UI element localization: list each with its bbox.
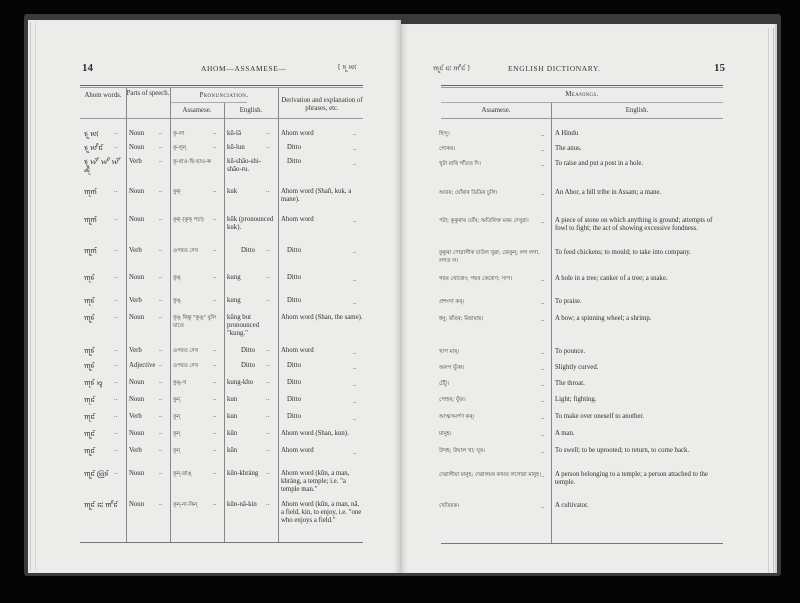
- english-meaning: A Hindu: [555, 130, 579, 137]
- leader-dots: ..: [266, 143, 270, 150]
- english-pronunciation: kūn-nā-kin: [227, 501, 257, 508]
- part-of-speech: Verb: [129, 447, 142, 454]
- leader-dots: ..: [114, 361, 118, 368]
- ahom-word: 𑜀𑜥𑜀𑜫: [84, 216, 97, 224]
- assamese-meaning: খুটা মাৰি গাঁতত দি।: [439, 161, 481, 167]
- leader-dots: ..: [266, 187, 270, 194]
- leader-dots: ..: [213, 469, 217, 476]
- leader-dots: ..: [541, 161, 545, 168]
- english-meaning: To raise and put a post in a hole.: [555, 160, 644, 167]
- derivation: Ditto: [287, 396, 301, 403]
- leader-dots: ..: [159, 395, 163, 402]
- leader-dots: ..: [541, 381, 545, 388]
- assamese-pronunciation: কূ-ছাও-ছি-ছাও-ৰু: [173, 159, 212, 165]
- derivation: Ditto: [287, 274, 301, 281]
- leader-dots: ..: [114, 143, 118, 150]
- header-english: English.: [239, 107, 263, 114]
- leader-dots: ..: [159, 246, 163, 253]
- assamese-pronunciation: কূন্: [173, 448, 180, 454]
- assamese-meaning: গছৰ খোৰোং; গছৰ কেৰোণ; সাপ।: [439, 276, 513, 282]
- header-rule-top: [80, 85, 363, 86]
- header-ahom-words: Ahom words.: [84, 92, 122, 99]
- derivation: Ditto: [287, 158, 301, 165]
- assamese-pronunciation: ওপৰত দেখ: [173, 248, 198, 254]
- leader-dots: ..: [353, 381, 357, 388]
- leader-dots: ..: [159, 469, 163, 476]
- leader-dots: ..: [213, 246, 217, 253]
- english-pronunciation: Ditto: [241, 247, 255, 254]
- assamese-pronunciation: কুঙ্: [173, 275, 181, 281]
- leader-dots: ..: [541, 431, 545, 438]
- right-page: [401, 24, 777, 573]
- part-of-speech: Noun: [129, 430, 145, 437]
- english-pronunciation: Ditto: [241, 362, 255, 369]
- english-pronunciation: kung: [227, 297, 241, 304]
- leader-dots: ..: [541, 146, 545, 153]
- col-divider: [126, 88, 127, 542]
- assamese-meaning: পোহৰ; যুঁজ।: [439, 397, 466, 403]
- page-number: 14: [82, 62, 93, 74]
- part-of-speech: Noun: [129, 314, 145, 321]
- header-rule-bottom: [441, 118, 723, 119]
- header-assamese: Assamese.: [182, 107, 212, 114]
- leader-dots: ..: [353, 160, 357, 167]
- english-pronunciation: kung: [227, 274, 241, 281]
- leader-dots: ..: [213, 273, 217, 280]
- assamese-meaning: খাপ মাৰ্।: [439, 349, 459, 355]
- leader-dots: ..: [541, 414, 545, 421]
- assamese-meaning: খেতিয়ক।: [439, 503, 460, 509]
- header-pronunciation: Pronunciation.: [199, 92, 249, 99]
- ahom-word: 𑜀𑜥𑜂𑜫: [84, 314, 95, 322]
- ahom-word: 𑜀𑜤𑜂𑜫: [84, 274, 95, 282]
- leader-dots: ..: [114, 273, 118, 280]
- english-meaning: The anus.: [555, 145, 582, 152]
- ahom-word: 𑜀𑜤𑜂𑜫: [84, 297, 95, 305]
- derivation: Ditto: [287, 247, 301, 254]
- english-pronunciation: kuk: [227, 188, 238, 195]
- leader-dots: ..: [541, 218, 545, 225]
- english-pronunciation: Ditto: [241, 347, 255, 354]
- english-meaning: To pounce.: [555, 348, 586, 355]
- leader-dots: ..: [266, 246, 270, 253]
- pronunciation-split-rule: [170, 102, 247, 103]
- ahom-word: 𑜀𑜥𑜃𑜫 𑜁𑜞𑜂𑜫: [84, 470, 109, 478]
- derivation: Ahom word: [281, 130, 314, 137]
- derivation: Ahom word (Shañ, kuk, a mane).: [281, 188, 352, 203]
- part-of-speech: Noun: [129, 130, 145, 137]
- derivation: Ahom word (kūn, a man, khráng, a temple; i.e. "a temple man.": [281, 470, 350, 493]
- leader-dots: ..: [541, 365, 545, 372]
- assamese-pronunciation: ওপৰত দেখ: [173, 363, 198, 369]
- assamese-meaning: দেৱালীয়া মানুহ; দেৱালয়ৰ কামত লগোৱা মানুহ।: [439, 472, 541, 478]
- leader-dots: ..: [213, 395, 217, 402]
- table-bottom-rule: [80, 542, 363, 543]
- part-of-speech: Adjective: [129, 362, 156, 369]
- assamese-pronunciation: কূন্-খ্ৰাঙ্: [173, 471, 192, 477]
- leader-dots: ..: [114, 296, 118, 303]
- english-meaning: A person belonging to a temple; a person attached to the temple.: [555, 471, 708, 486]
- leader-dots: ..: [541, 397, 545, 404]
- leader-dots: ..: [213, 361, 217, 368]
- assamese-pronunciation: ওপৰত দেখ: [173, 348, 198, 354]
- english-pronunciation: kūn: [227, 430, 238, 437]
- assamese-pronunciation: কূঙ্ কিন্তু "কুঙ্" বুলি মাতে: [173, 315, 217, 329]
- leader-dots: ..: [541, 316, 545, 323]
- part-of-speech: Noun: [129, 470, 145, 477]
- english-meaning: A hole in a tree; canker of a tree; a snake.: [555, 275, 668, 282]
- leader-dots: ..: [114, 469, 118, 476]
- part-of-speech: Noun: [129, 396, 145, 403]
- leader-dots: ..: [353, 299, 357, 306]
- leader-dots: ..: [213, 412, 217, 419]
- part-of-speech: Verb: [129, 413, 142, 420]
- catchword: [ 𑜂𑜥 𑜎𑜠: [338, 63, 357, 71]
- assamese-pronunciation: কুন্: [173, 414, 180, 420]
- part-of-speech: Noun: [129, 188, 145, 195]
- catchword: 𑜀𑜥𑜃𑜫 𑜃𑜠 𑜀𑜢𑜃𑜫 ]: [433, 64, 470, 72]
- leader-dots: ..: [541, 448, 545, 455]
- leader-dots: ..: [213, 446, 217, 453]
- leader-dots: ..: [213, 500, 217, 507]
- english-meaning: A cultivator.: [555, 502, 589, 509]
- leader-dots: ..: [266, 500, 270, 507]
- ahom-word: 𑜀𑜥𑜂𑜫: [84, 347, 95, 355]
- assamese-pronunciation: কুক্: [173, 189, 181, 195]
- meanings-split-rule: [441, 102, 723, 103]
- assamese-meaning: টেঁটু।: [439, 381, 449, 387]
- assamese-pronunciation: কূন্-না-কিন্: [173, 502, 198, 508]
- english-meaning: An Abor, a hill tribe in Assam; a mane.: [555, 189, 662, 196]
- part-of-speech: Verb: [129, 347, 142, 354]
- derivation: Ditto: [287, 413, 301, 420]
- left-page: [28, 20, 401, 573]
- header-meanings: Meanings.: [565, 91, 599, 98]
- english-meaning: Slightly curved.: [555, 364, 599, 371]
- leader-dots: ..: [353, 145, 357, 152]
- leader-dots: ..: [266, 346, 270, 353]
- col-divider: [278, 88, 279, 542]
- part-of-speech: Verb: [129, 158, 142, 165]
- leader-dots: ..: [266, 361, 270, 368]
- assamese-meaning: প্ৰশংসা কৰ্।: [439, 299, 465, 305]
- english-meaning: To make over oneself to another.: [555, 413, 644, 420]
- leader-dots: ..: [266, 296, 270, 303]
- leader-dots: ..: [266, 446, 270, 453]
- leader-dots: ..: [159, 429, 163, 436]
- assamese-meaning: পটা; কুকুৰাৰ যোঁৰ; অতিৰিক্ত মৰম দেখুৱা।: [439, 218, 529, 224]
- leader-dots: ..: [159, 215, 163, 222]
- english-meaning: To praise.: [555, 298, 582, 305]
- leader-dots: ..: [114, 378, 118, 385]
- assamese-meaning: উখহ; উঘাল খা; ঘূৰ।: [439, 448, 485, 454]
- leader-dots: ..: [541, 349, 545, 356]
- leader-dots: ..: [353, 364, 357, 371]
- leader-dots: ..: [541, 299, 545, 306]
- leader-dots: ..: [213, 129, 217, 136]
- english-pronunciation: kūng but pronounced "kung.": [227, 314, 260, 337]
- english-pronunciation: kū-lā: [227, 130, 241, 137]
- leader-dots: ..: [159, 129, 163, 136]
- assamese-pronunciation: কূ-লুন্: [173, 145, 186, 151]
- assamese-meaning: মানুহ।: [439, 431, 452, 437]
- leader-dots: ..: [353, 217, 357, 224]
- leader-dots: ..: [159, 446, 163, 453]
- header-rule-top: [441, 85, 723, 86]
- table-bottom-rule: [441, 543, 723, 544]
- derivation: Ahom word: [281, 347, 314, 354]
- assamese-meaning: কুকুৰা পোৱালীক চাউল খুৱা; জেকুন্; লগ লগা, লগত ল।: [439, 250, 540, 264]
- english-pronunciation: kun: [227, 413, 238, 420]
- assamese-meaning: অলপ ভুঁকা।: [439, 365, 465, 371]
- leader-dots: ..: [114, 215, 118, 222]
- assamese-meaning: গোকৰ।: [439, 146, 456, 152]
- assamese-pronunciation: কূক্ (কুক্ পঢ়া): [173, 217, 204, 223]
- leader-dots: ..: [353, 415, 357, 422]
- part-of-speech: Noun: [129, 379, 145, 386]
- leader-dots: ..: [213, 296, 217, 303]
- derivation: Ahom word (Shan, the same).: [281, 314, 363, 321]
- assamese-pronunciation: কূন্: [173, 431, 180, 437]
- leader-dots: ..: [266, 469, 270, 476]
- ahom-word: 𑜂𑜥 𑜎𑜢𑜃𑜫: [84, 144, 103, 152]
- leader-dots: ..: [159, 361, 163, 368]
- leader-dots: ..: [213, 346, 217, 353]
- leader-dots: ..: [159, 143, 163, 150]
- leader-dots: ..: [159, 273, 163, 280]
- assamese-pronunciation: কুঙ্: [173, 298, 181, 304]
- leader-dots: ..: [114, 412, 118, 419]
- leader-dots: ..: [353, 276, 357, 283]
- running-head: ENGLISH DICTIONARY.: [508, 64, 601, 73]
- assamese-meaning: আবৰ; ঘোঁৰাৰ ডিডিৰ চুলি।: [439, 190, 498, 196]
- leader-dots: ..: [266, 429, 270, 436]
- header-assamese: Assamese.: [481, 107, 511, 114]
- leader-dots: ..: [353, 248, 357, 255]
- header-rule-top-2: [441, 87, 723, 88]
- leader-dots: ..: [213, 215, 217, 222]
- derivation: Ditto: [287, 297, 301, 304]
- leader-dots: ..: [213, 143, 217, 150]
- derivation: Ahom word: [281, 447, 314, 454]
- col-divider: [551, 103, 552, 543]
- leader-dots: ..: [114, 395, 118, 402]
- ahom-word: 𑜀𑜥𑜂𑜫: [84, 362, 95, 370]
- leader-dots: ..: [541, 472, 545, 479]
- leader-dots: ..: [159, 346, 163, 353]
- assamese-meaning: ধনু; জঁতৰ; মিছামাছ।: [439, 316, 484, 322]
- part-of-speech: Noun: [129, 144, 145, 151]
- ahom-word: 𑜀𑜥𑜃𑜫: [84, 447, 95, 455]
- english-pronunciation: kū-shāo-shi-shāo-ru.: [227, 158, 261, 173]
- leader-dots: ..: [353, 130, 357, 137]
- english-meaning: To swell; to be uprooted; to return, to come back.: [555, 447, 690, 454]
- ahom-word: 𑜀𑜥𑜃𑜫 𑜃𑜠 𑜀𑜢𑜃𑜫: [84, 501, 118, 509]
- derivation: Ditto: [287, 144, 301, 151]
- part-of-speech: Verb: [129, 297, 142, 304]
- leader-dots: ..: [541, 131, 545, 138]
- leader-dots: ..: [114, 346, 118, 353]
- leader-dots: ..: [353, 398, 357, 405]
- ahom-word: 𑜀𑜤𑜂𑜫 𑜁𑜨: [84, 379, 103, 387]
- derivation: Ahom word: [281, 216, 314, 223]
- derivation: Ditto: [287, 362, 301, 369]
- derivation: Ahom word (kūn, a man, nā, a field, kin, to enjoy, i.e. "one who enjoys a field.": [281, 501, 362, 524]
- leader-dots: ..: [159, 187, 163, 194]
- leader-dots: ..: [114, 313, 118, 320]
- part-of-speech: Noun: [129, 216, 145, 223]
- leader-dots: ..: [541, 503, 545, 510]
- ahom-word: 𑜀𑜤𑜀𑜫: [84, 188, 97, 196]
- running-head: AHOM—ASSAMESE—: [201, 64, 287, 73]
- leader-dots: ..: [213, 429, 217, 436]
- ahom-word: 𑜂𑜥 𑜏𑜧𑜫 𑜏𑜢 𑜏𑜧𑜫 𑜍𑜤: [84, 158, 121, 174]
- leader-dots: ..: [213, 187, 217, 194]
- leader-dots: ..: [266, 378, 270, 385]
- leader-dots: ..: [266, 129, 270, 136]
- assamese-pronunciation: কুন্: [173, 397, 180, 403]
- leader-dots: ..: [213, 378, 217, 385]
- english-meaning: A man.: [555, 430, 575, 437]
- header-derivation: Derivation and explanation of phrases, etc.: [281, 97, 363, 112]
- page-number: 15: [714, 62, 725, 74]
- leader-dots: ..: [159, 296, 163, 303]
- english-pronunciation: kūn-khráng: [227, 470, 259, 477]
- ahom-word: 𑜀𑜥𑜃𑜫: [84, 430, 95, 438]
- english-meaning: To feed chickens; to mould; to take into company.: [555, 249, 691, 256]
- leader-dots: ..: [353, 449, 357, 456]
- col-divider: [170, 88, 171, 542]
- leader-dots: ..: [159, 412, 163, 419]
- assamese-meaning: হিন্দু।: [439, 131, 450, 137]
- leader-dots: ..: [353, 349, 357, 356]
- leader-dots: ..: [114, 129, 118, 136]
- ahom-word: 𑜂𑜥 𑜎𑜠: [84, 130, 99, 138]
- header-parts-of-speech: Parts of speech.: [126, 90, 170, 97]
- english-pronunciation: kū-lun: [227, 144, 245, 151]
- english-meaning: A piece of stone on which anything is ground; attempts of fowl to fight; the act of showing excessive fondness.: [555, 217, 713, 232]
- english-meaning: A bow; a spinning wheel; a shrimp.: [555, 315, 652, 322]
- header-rule-top-2: [80, 87, 363, 88]
- assamese-meaning: আত্মসমৰ্পণ কৰ্।: [439, 414, 475, 420]
- ahom-word: 𑜀𑜤𑜃𑜫: [84, 396, 95, 404]
- part-of-speech: Noun: [129, 501, 145, 508]
- leader-dots: ..: [266, 412, 270, 419]
- english-pronunciation: kun: [227, 396, 238, 403]
- leader-dots: ..: [541, 190, 545, 197]
- english-meaning: The throat.: [555, 380, 585, 387]
- derivation: Ditto: [287, 379, 301, 386]
- assamese-pronunciation: কূ-লা: [173, 131, 185, 137]
- leader-dots: ..: [159, 378, 163, 385]
- english-meaning: Light; fighting.: [555, 396, 597, 403]
- leader-dots: ..: [114, 246, 118, 253]
- english-pronunciation: kūk (pronounced kuk).: [227, 216, 274, 231]
- leader-dots: ..: [159, 157, 163, 164]
- part-of-speech: Verb: [129, 247, 142, 254]
- leader-dots: ..: [159, 313, 163, 320]
- col-divider: [224, 103, 225, 542]
- derivation: Ahom word (Shan, kun).: [281, 430, 349, 437]
- english-pronunciation: kung-kho: [227, 379, 254, 386]
- leader-dots: ..: [266, 273, 270, 280]
- leader-dots: ..: [159, 500, 163, 507]
- leader-dots: ..: [114, 446, 118, 453]
- part-of-speech: Noun: [129, 274, 145, 281]
- assamese-pronunciation: কুঙ্-খ: [173, 380, 187, 386]
- leader-dots: ..: [541, 276, 545, 283]
- ahom-word: 𑜀𑜥𑜀𑜫: [84, 247, 97, 255]
- leader-dots: ..: [114, 187, 118, 194]
- ahom-word: 𑜀𑜤𑜃𑜫: [84, 413, 95, 421]
- header-rule-bottom: [80, 118, 363, 119]
- leader-dots: ..: [266, 395, 270, 402]
- english-pronunciation: kūn: [227, 447, 238, 454]
- leader-dots: ..: [114, 429, 118, 436]
- header-english: English.: [625, 107, 649, 114]
